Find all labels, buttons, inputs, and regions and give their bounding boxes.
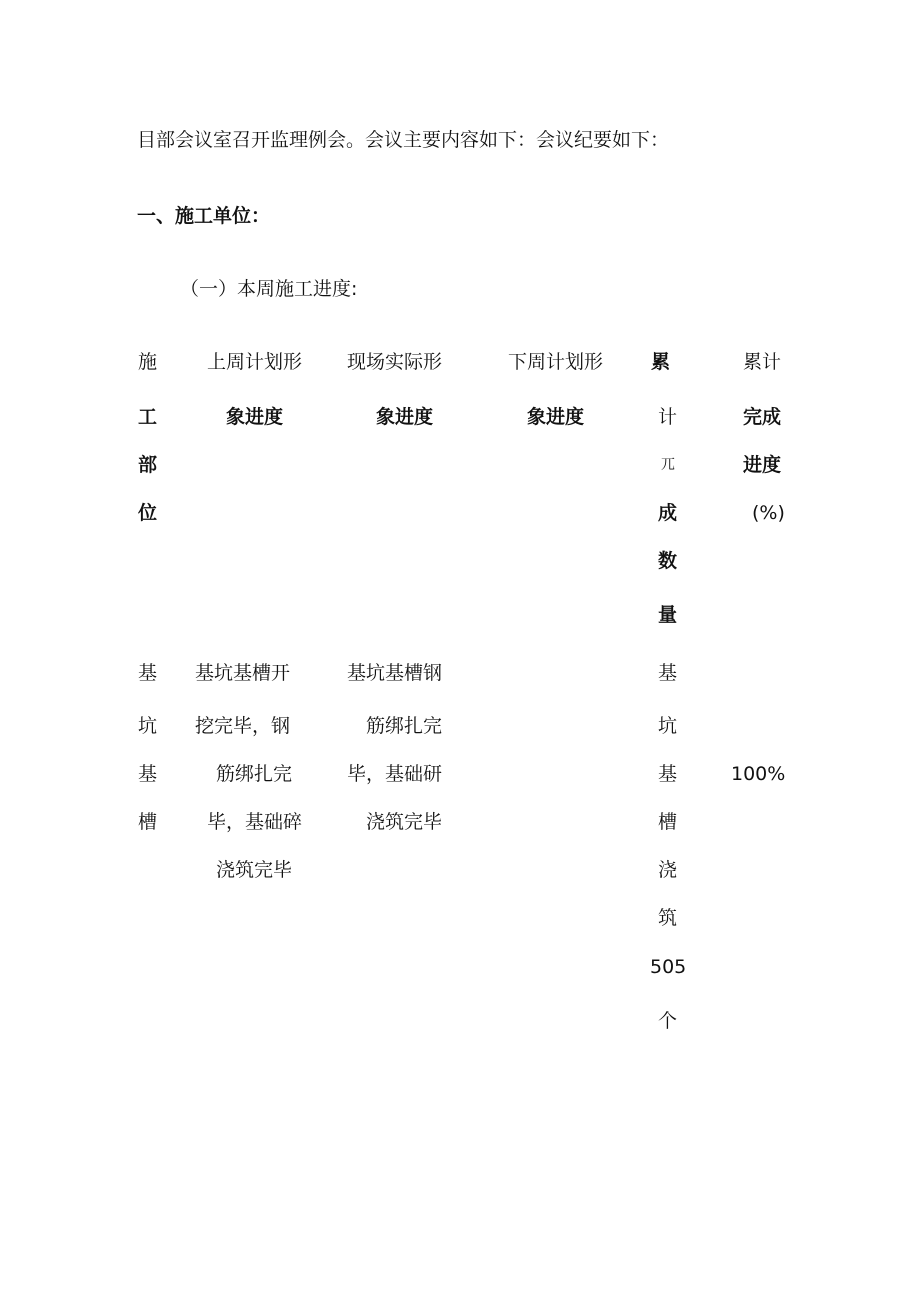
row-part-char: 基 [138, 763, 158, 785]
subsection-heading: （一）本周施工进度: [180, 278, 358, 300]
header-next-week-plan-line: 象进度 [527, 406, 585, 428]
row-part-char: 坑 [138, 715, 158, 737]
row-quantity-char: 基 [658, 763, 678, 785]
row-last-week-plan-line: 筋绑扎完 [216, 763, 293, 785]
header-cumulative-quantity-char: 成 [658, 502, 678, 524]
header-part-char: 施 [138, 351, 158, 373]
row-quantity-char: 筑 [658, 907, 678, 929]
header-cumulative-quantity-char: 计 [658, 406, 678, 428]
header-last-week-plan-line: 象进度 [226, 406, 284, 428]
header-last-week-plan-line: 上周计划形 [207, 351, 303, 373]
header-cumulative-progress-line: 进度 [743, 454, 782, 476]
header-cumulative-quantity-char: 兀 [661, 457, 675, 473]
row-last-week-plan-line: 挖完毕，钢 [195, 715, 291, 737]
header-actual-line: 象进度 [376, 406, 434, 428]
header-part-char: 部 [138, 454, 158, 476]
header-cumulative-progress-line: (%) [752, 502, 785, 524]
row-actual-line: 基坑基槽钢 [347, 662, 443, 684]
row-quantity-char: 基 [658, 662, 678, 684]
section-heading: 一、施工单位： [137, 205, 271, 227]
header-cumulative-quantity-char: 数 [658, 550, 678, 572]
header-part-char: 工 [138, 406, 158, 428]
header-cumulative-progress-line: 完成 [743, 406, 782, 428]
row-last-week-plan-line: 毕，基础碎 [207, 811, 303, 833]
row-quantity-char: 槽 [658, 811, 678, 833]
row-last-week-plan-line: 基坑基槽开 [195, 662, 291, 684]
row-last-week-plan-line: 浇筑完毕 [216, 859, 293, 881]
row-actual-line: 浇筑完毕 [366, 811, 443, 833]
row-part-char: 槽 [138, 811, 158, 833]
header-part-char: 位 [138, 502, 158, 524]
row-quantity-char: 个 [658, 1010, 678, 1032]
row-quantity-char: 坑 [658, 715, 678, 737]
row-part-char: 基 [138, 662, 158, 684]
intro-paragraph: 目部会议室召开监理例会。会议主要内容如下：会议纪要如下： [137, 129, 670, 151]
header-actual-line: 现场实际形 [347, 351, 443, 373]
row-quantity-number: 505 [650, 956, 687, 978]
header-cumulative-quantity-char: 量 [658, 604, 678, 626]
header-cumulative-progress-line: 累计 [743, 351, 782, 373]
header-cumulative-quantity-char: 累 [651, 351, 671, 373]
row-actual-line: 毕，基础研 [347, 763, 443, 785]
row-actual-line: 筋绑扎完 [366, 715, 443, 737]
row-quantity-char: 浇 [658, 859, 678, 881]
header-next-week-plan-line: 下周计划形 [508, 351, 604, 373]
row-progress-value: 100% [731, 763, 786, 785]
